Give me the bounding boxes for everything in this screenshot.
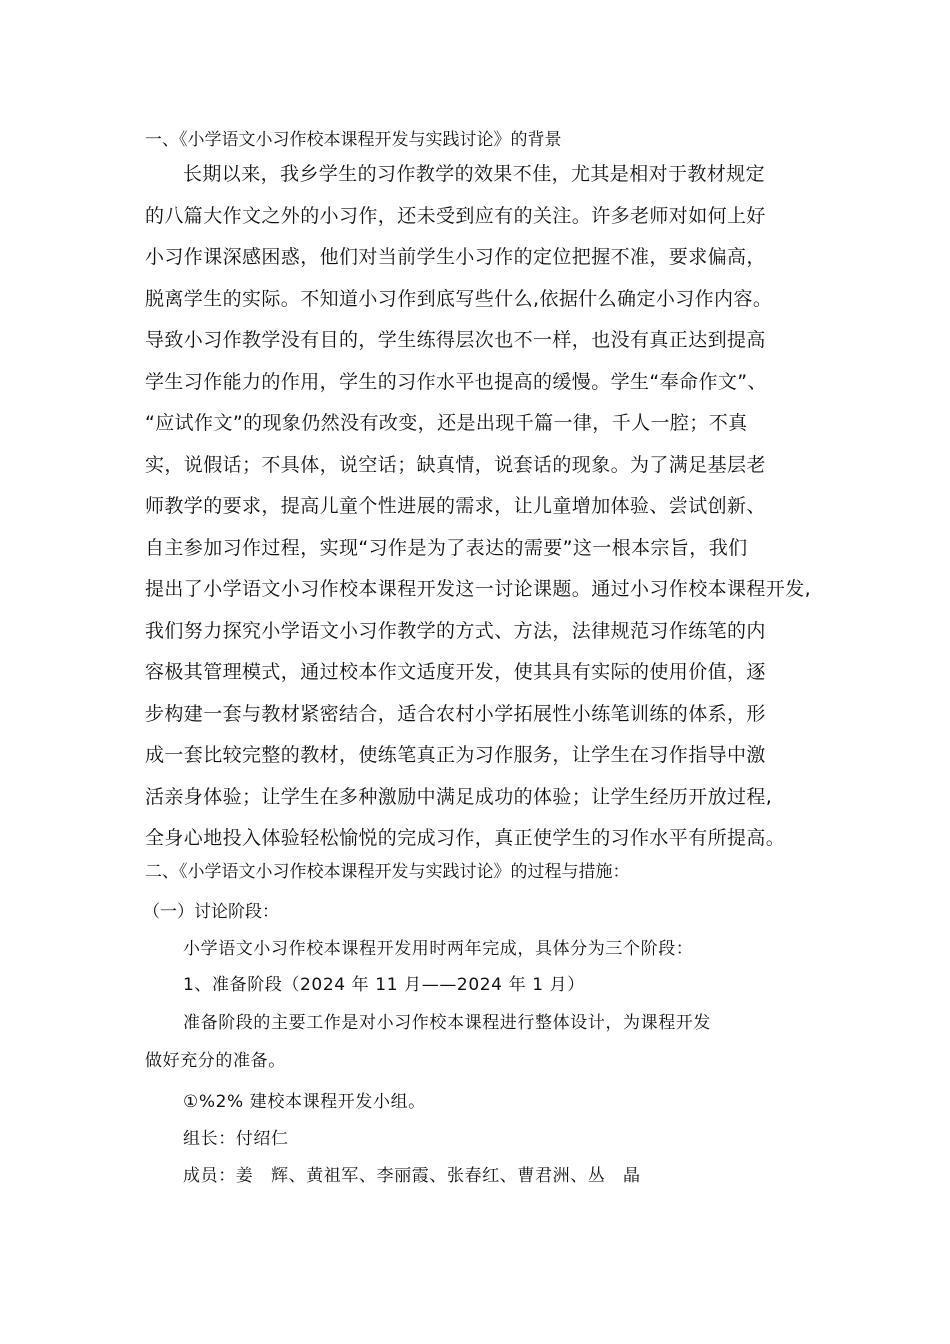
preparation-description-line: 准备阶段的主要工作是对小习作校本课程进行整体设计，为课程开发 [183, 1013, 711, 1033]
paragraph-line: 小习作课深感困惑，他们对当前学生小习作的定位把握不准，要求偏高， [145, 246, 766, 268]
team-members-line: 成员：姜 辉、黄祖军、李丽霞、张春红、曹君洲、丛 晶 [183, 1166, 641, 1186]
section-1-paragraph [145, 154, 817, 860]
paragraph-line: 容极其管理模式，通过校本作文适度开发，使其具有实际的使用价值，逐 [145, 661, 766, 683]
paragraph-line: 实，说假话；不具体，说空话；缺真情，说套话的现象。为了满足基层老 [145, 453, 766, 476]
team-setup-line: ①%2% 建校本课程开发小组。 [183, 1092, 426, 1112]
paragraph-line: 成一套比较完整的教材，使练笔真正为习作服务，让学生在习作指导中激 [145, 744, 766, 766]
section-1-heading: 一、《小学语文小习作校本课程开发与实践讨论》的背景 [145, 130, 562, 150]
paragraph-line: 活亲身体验；让学生在多种激励中满足成功的体验；让学生经历开放过程, [145, 785, 773, 808]
paragraph-line: 学生习作能力的作用，学生的习作水平也提高的缓慢。学生“奉命作文”、 [145, 370, 767, 393]
paragraph-line: 长期以来，我乡学生的习作教学的效果不佳，尤其是相对于教材规定 [183, 163, 766, 185]
stage-overview-line: 小学语文小习作校本课程开发用时两年完成，具体分为三个阶段： [183, 939, 694, 959]
paragraph-line: “应试作文”的现象仍然没有改变，还是出现千篇一律，千人一腔；不真 [145, 412, 748, 434]
preparation-description-line: 做好充分的准备。 [145, 1051, 286, 1071]
paragraph-line: 我们努力探究小学语文小习作教学的方式、方法，法律规范习作练笔的内 [145, 619, 766, 642]
paragraph-line: 步构建一套与教材紧密结合，适合农村小学拓展性小练笔训练的体系，形 [145, 702, 766, 725]
team-leader-line: 组长：付绍仁 [183, 1129, 289, 1149]
preparation-stage-title: 1、准备阶段（2024 年 11 月——2024 年 1 月） [183, 975, 585, 995]
paragraph-line: 的八篇大作文之外的小习作，还未受到应有的关注。许多老师对如何上好 [145, 204, 766, 227]
section-2-heading: 二、《小学语文小习作校本课程开发与实践讨论》的过程与措施： [145, 862, 630, 882]
section-2-subheading: （一）讨论阶段： [143, 902, 279, 922]
paragraph-line: 全身心地投入体验轻松愉悦的完成习作，真正使学生的习作水平有所提高。 [145, 827, 786, 849]
paragraph-line: 提出了小学语文小习作校本课程开发这一讨论课题。通过小习作校本课程开发, [145, 578, 812, 600]
paragraph-line: 师教学的要求，提高儿童个性进展的需求，让儿童增加体验、尝试创新、 [145, 495, 766, 517]
paragraph-line: 导致小习作教学没有目的，学生练得层次也不一样，也没有真正达到提高 [145, 329, 766, 351]
paragraph-line: 脱离学生的实际。不知道小习作到底写些什么,依据什么确定小习作内容。 [145, 287, 773, 310]
paragraph-line: 自主参加习作过程，实现“习作是为了表达的需要”这一根本宗旨，我们 [145, 536, 748, 559]
